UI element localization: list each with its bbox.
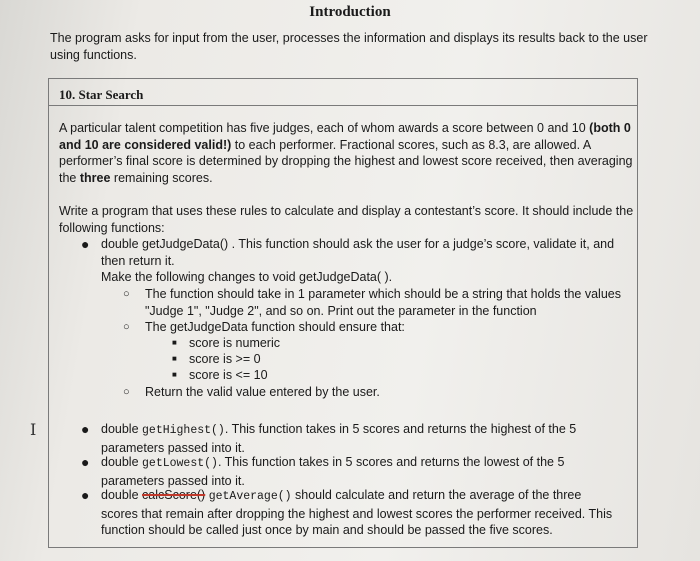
bullet-getlowest — [81, 454, 621, 489]
square-bullet-icon: ■ — [172, 338, 177, 347]
bullet-getjudgedata — [81, 236, 621, 269]
check-text: score is >= 0 — [189, 352, 261, 366]
bullet-getaverage — [81, 487, 621, 539]
bullet-dot-icon: ● — [81, 421, 90, 437]
rules-text-three: three — [79, 170, 111, 185]
check-text: score is numeric — [189, 336, 280, 350]
bullet-dot-icon: ● — [81, 454, 90, 470]
check-text: score is <= 10 — [189, 368, 268, 382]
task-paragraph: Write a program that uses these rules to calculate and display a contestant’s score. It should include the following functions: — [59, 204, 634, 235]
bullet-text-pre: double — [101, 455, 143, 469]
circle-bullet-icon: ○ — [123, 321, 130, 333]
circle-bullet-icon: ○ — [123, 386, 130, 398]
rules-text-a: A particular talent competition has five judges, each of whom awards a score between 0 and 10 — [59, 121, 590, 135]
bullet-text-post: . This function takes in 5 scores and returns the highest of the 5 parameters passed into it. — [101, 422, 577, 455]
bullet-text-pre: double — [101, 488, 143, 502]
circle-bullet-icon: ○ — [123, 288, 130, 300]
check-max — [172, 367, 489, 384]
intro-paragraph: The program asks for input from the user, processes the information and displays its results back to the user using functions. — [50, 31, 648, 62]
bullet-dot-icon: ● — [81, 487, 90, 503]
rules-text-bold: (both 0 and 10 are considered valid!) — [59, 121, 631, 152]
rules-text-c: to each performer. Fractional scores, such as 8.3, are allowed. A performer’s final score is determined by dropping the highest and lowest score received, then averaging the — [59, 137, 633, 185]
page-title: Introduction — [309, 4, 391, 20]
bullet-text-post: should calculate and return the average of the three scores that remain after dropping the highest and lowest scores the performer received. This function should be called just once by main and should be passed the five scores. — [101, 488, 613, 537]
section-title: 10. Star Search — [59, 87, 144, 102]
code-getaverage: getAverage() — [208, 490, 292, 503]
bullet-dot-icon: ● — [81, 236, 90, 252]
changes-line: Make the following changes to void getJudgeData( ). — [101, 270, 393, 284]
bullet-text-pre: double — [101, 422, 143, 436]
sub-item-text: The function should take in 1 parameter which should be a string that holds the values "Judge 1", "Judge 2", and so on. Print out the parameter in the function — [145, 287, 621, 318]
check-min — [172, 351, 489, 368]
assignment-box — [48, 78, 638, 548]
code-getlowest: getLowest() — [142, 457, 218, 470]
code-gethighest: getHighest() — [142, 424, 225, 437]
text-cursor-icon: I — [30, 420, 37, 439]
sub-item-return — [123, 384, 630, 401]
sub-item-text: The getJudgeData function should ensure that: — [145, 320, 405, 334]
rules-text-e: remaining scores. — [110, 170, 213, 185]
box-header — [49, 79, 637, 106]
sub-item-parameter — [123, 286, 630, 319]
square-bullet-icon: ■ — [172, 354, 177, 363]
square-bullet-icon: ■ — [172, 370, 177, 379]
bullet-text-post: . This function takes in 5 scores and returns the lowest of the 5 parameters passed into it. — [101, 455, 565, 488]
rules-paragraph — [59, 120, 634, 186]
bullet-text: double getJudgeData() . This function should ask the user for a judge’s score, validate it, and then return it. — [101, 237, 615, 268]
bullet-gethighest — [81, 421, 621, 456]
struck-calcscore: calcScore() — [142, 488, 206, 502]
check-numeric — [172, 335, 489, 352]
sub-item-ensure — [123, 319, 630, 336]
sub-item-text: Return the valid value entered by the user. — [145, 385, 380, 399]
